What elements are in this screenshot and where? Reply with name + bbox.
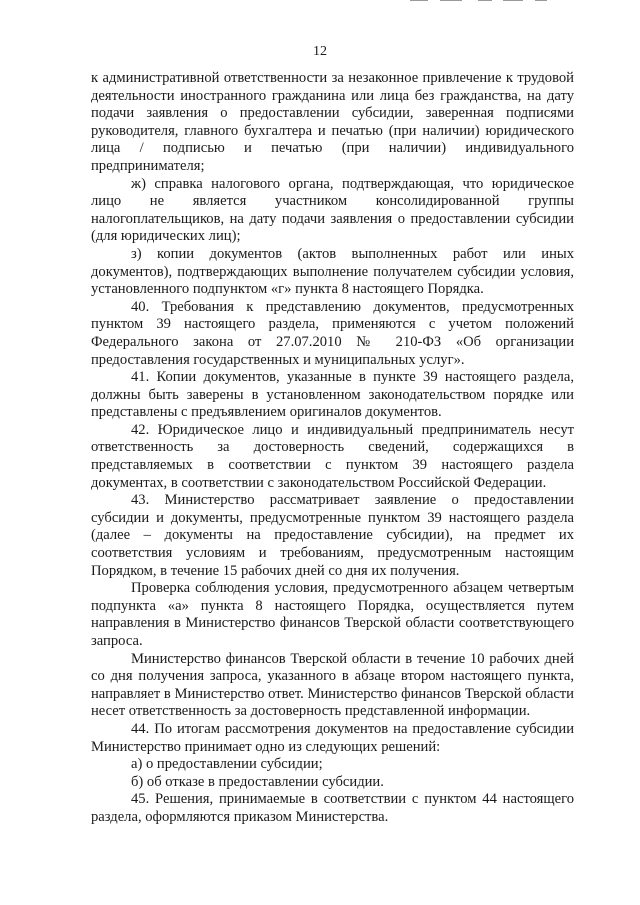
scan-artifact-line bbox=[535, 0, 547, 1]
paragraph-continuation: к административной ответственности за незаконное привлечение к трудовой деятельности иностранного гражданина или лица без гражданства, на дату подачи заявления о предоставлении субсидии, заверенная подписями руководителя, главного бухгалтера и печатью (при наличии) юридического лица / подписью и печатью (при наличии) индивидуального предпринимателя; bbox=[91, 70, 574, 174]
paragraph-subitem-zh: ж) справка налогового органа, подтверждающая, что юридическое лицо не является участником консолидированной группы налогоплательщиков, на дату подачи заявления о предоставлении субсидии (для юридических лиц); bbox=[91, 175, 574, 245]
paragraph-item-44: 44. По итогам рассмотрения документов на предоставление субсидии Министерство принимает одно из следующих решений: bbox=[91, 720, 574, 755]
paragraph-item-43-check: Проверка соблюдения условия, предусмотренного абзацем четвертым подпункта «а» пункта 8 настоящего Порядка, осуществляется путем направления в Министерство финансов Тверской области соответствующего запроса. bbox=[91, 580, 574, 649]
scan-artifact-line bbox=[440, 0, 462, 1]
paragraph-subitem-z: з) копии документов (актов выполненных работ или иных документов), подтверждающих выполнение получателем субсидии условия, установленного подпунктом «г» пункта 8 настоящего Порядка. bbox=[91, 245, 574, 298]
scan-artifact-line bbox=[503, 0, 523, 1]
paragraph-item-44-b: б) об отказе в предоставлении субсидии. bbox=[131, 773, 384, 790]
paragraph-item-45: 45. Решения, принимаемые в соответствии с пунктом 44 настоящего раздела, оформляются приказом Министерства. bbox=[91, 791, 574, 825]
scan-artifact-line bbox=[410, 0, 428, 1]
paragraph-item-43: 43. Министерство рассматривает заявление о предоставлении субсидии и документы, предусмотренные пунктом 39 настоящего раздела (далее – документы на предоставление субсидии), на предмет их соответствия условиям и требованиям, предусмотренным настоящим Порядком, в течение 15 рабочих дней со дня их получения. bbox=[91, 492, 574, 579]
paragraph-item-44-a: а) о предоставлении субсидии; bbox=[131, 756, 323, 773]
paragraph-item-42: 42. Юридическое лицо и индивидуальный предприниматель несут ответственность за достоверность сведений, содержащихся в представляемых в соответствии с пунктом 39 настоящего раздела документах, в соответствии с законодательством Российской Федерации. bbox=[91, 421, 574, 491]
page-number: 12 bbox=[313, 44, 327, 59]
paragraph-item-41: 41. Копии документов, указанные в пункте 39 настоящего раздела, должны быть заверены в установленном законодательством порядке или представлены с предъявлением оригиналов документов. bbox=[91, 369, 574, 421]
scan-artifact-line bbox=[478, 0, 492, 1]
paragraph-item-43-ministry: Министерство финансов Тверской области в течение 10 рабочих дней со дня получения запроса, указанного в абзаце втором настоящего пункта, направляет в Министерство ответ. Министерство финансов Тверской области несет ответственность за достоверность представленной информации. bbox=[91, 650, 574, 720]
document-body bbox=[91, 70, 574, 827]
paragraph-item-40: 40. Требования к представлению документов, предусмотренных пунктом 39 настоящего раздела, применяются с учетом положений Федерального закона от 27.07.2010 № 210-ФЗ «Об организации предоставления государственных и муниципальных услуг». bbox=[91, 298, 574, 368]
